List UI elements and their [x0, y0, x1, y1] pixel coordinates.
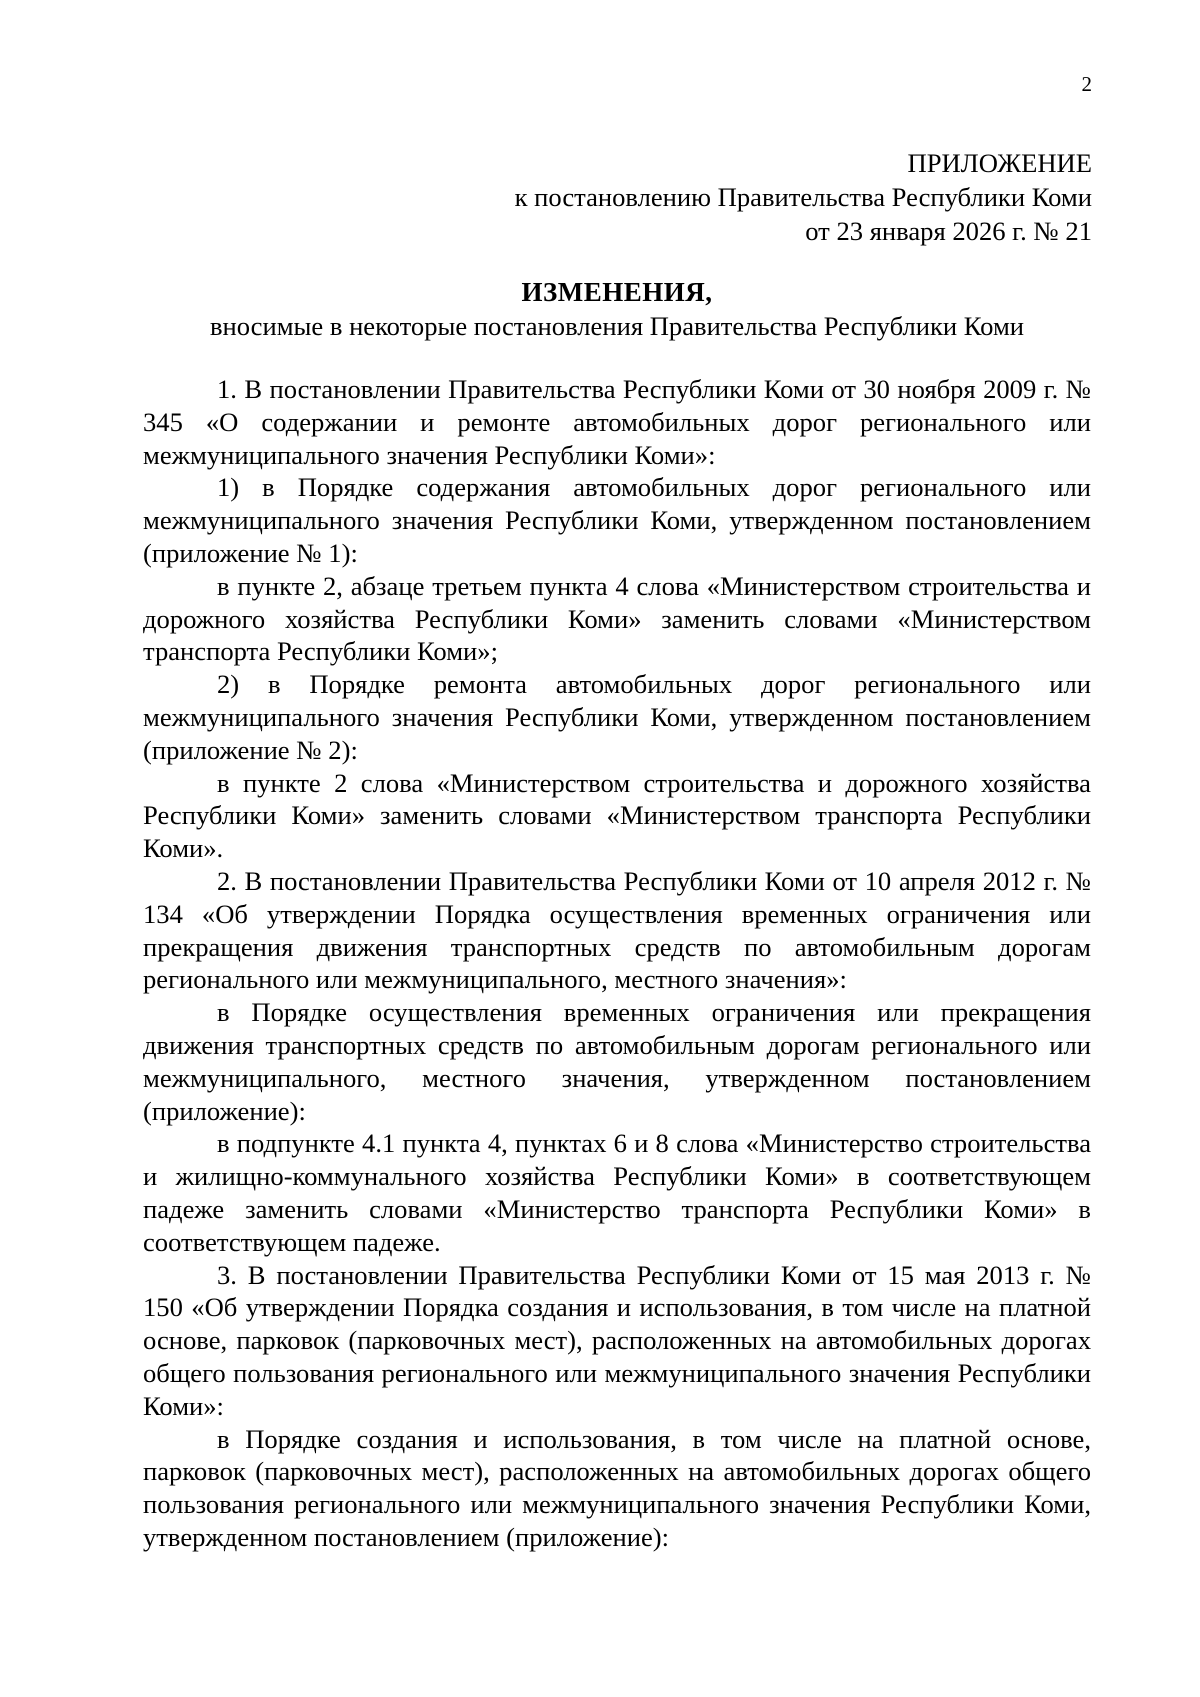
approval-block — [515, 146, 1092, 248]
page-number: 2 — [1081, 72, 1092, 96]
paragraph: в пункте 2 слова «Министерством строительства и дорожного хозяйства Республики Коми» заменить словами «Министерством транспорта Республики Коми». — [143, 767, 1091, 864]
document-body — [143, 373, 1091, 1554]
document-title: ИЗМЕНЕНИЯ, — [521, 277, 713, 307]
paragraph: 2. В постановлении Правительства Республики Коми от 10 апреля 2012 г. № 134 «Об утверждении Порядка осуществления временных ограничения или прекращения движения транспортных средств по автомобильным дорогам регионального или межмуниципального, местного значения»: — [143, 865, 1091, 995]
paragraph: 3. В постановлении Правительства Республики Коми от 15 мая 2013 г. № 150 «Об утверждении Порядка создания и использования, в том числе на платной основе, парковок (парковочных мест), расположенных на автомобильных дорогах общего пользования регионального или межмуниципального значения Республики Коми»: — [143, 1259, 1091, 1421]
document-title-block — [143, 275, 1091, 343]
paragraph: 2) в Порядке ремонта автомобильных дорог регионального или межмуниципального значения Республики Коми, утвержденном постановлением (приложение № 2): — [143, 669, 1091, 765]
paragraph: 1. В постановлении Правительства Республики Коми от 30 ноября 2009 г. № 345 «О содержании и ремонте автомобильных дорог регионального или межмуниципального значения Республики Коми»: — [143, 374, 1091, 470]
paragraph: в Порядке создания и использования, в том числе на платной основе, парковок (парковочных мест), расположенных на автомобильных дорогах общего пользования регионального или межмуниципального значения Республики Коми, утвержденном постановлением (приложение): — [143, 1423, 1091, 1552]
paragraph: в Порядке осуществления временных ограничения или прекращения движения транспортных средств по автомобильным дорогам регионального или межмуниципального, местного значения, утвержденном постановлением (приложение): — [143, 997, 1091, 1126]
document-subtitle: вносимые в некоторые постановления Правительства Республики Коми — [209, 311, 1025, 341]
approval-heading: ПРИЛОЖЕНИЕ — [907, 148, 1092, 178]
approval-reference: к постановлению Правительства Республики Коми — [514, 182, 1092, 212]
paragraph: 1) в Порядке содержания автомобильных дорог регионального или межмуниципального значения Республики Коми, утвержденном постановлением (приложение № 1): — [143, 472, 1091, 568]
approval-date-number: от 23 января 2026 г. № 21 — [805, 216, 1092, 246]
paragraph: в подпункте 4.1 пункта 4, пунктах 6 и 8 слова «Министерство строительства и жилищно-коммунального хозяйства Республики Коми» в соответствующем падеже заменить словами «Министерство транспорта Республики Коми» в соответствующем падеже. — [143, 1128, 1091, 1257]
paragraph: в пункте 2, абзаце третьем пункта 4 слова «Министерством строительства и дорожного хозяйства Республики Коми» заменить словами «Министерством транспорта Республики Коми»; — [143, 570, 1091, 667]
